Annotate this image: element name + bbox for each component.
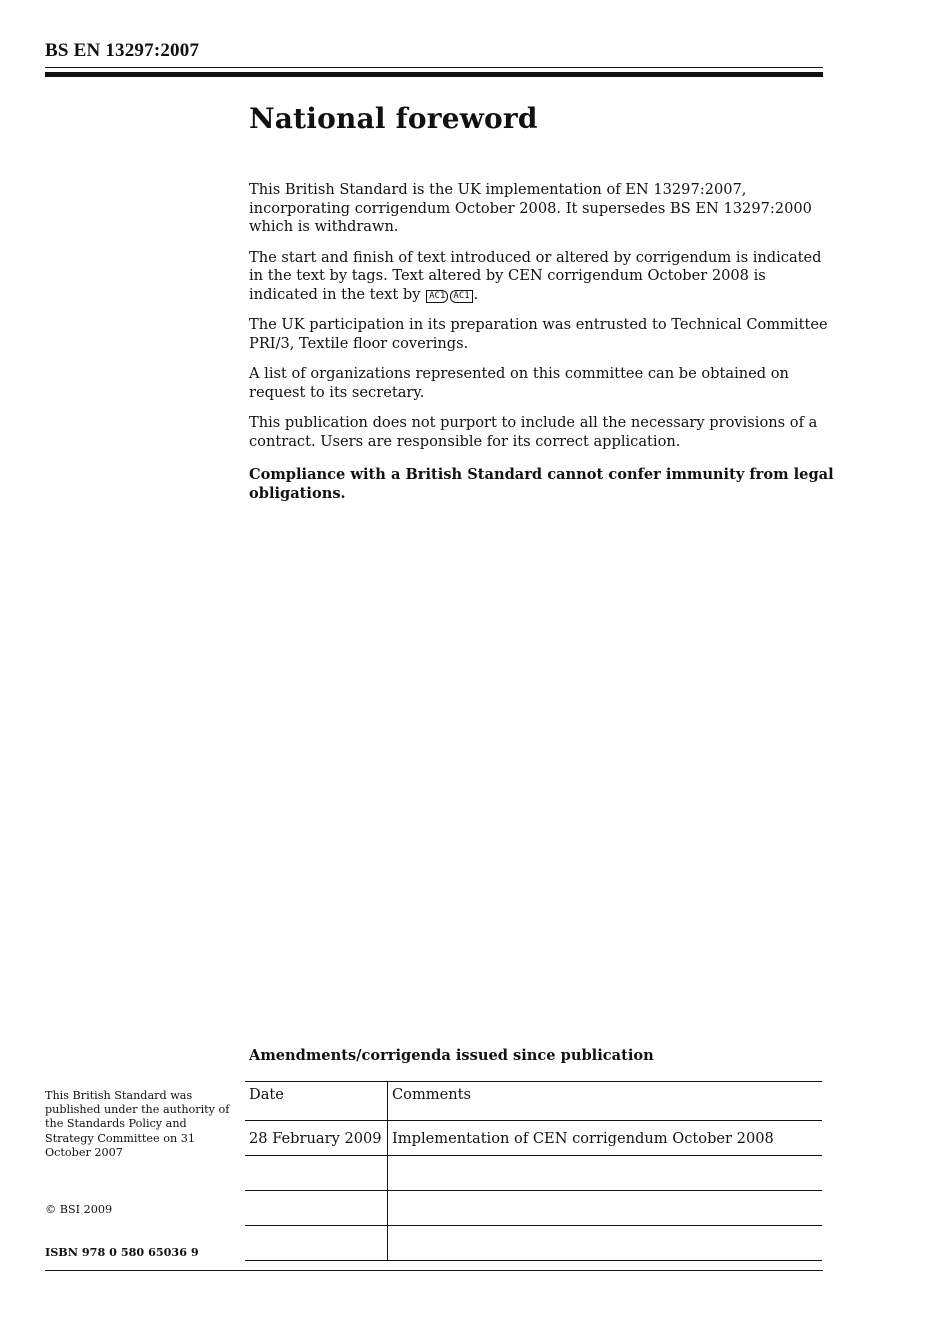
paragraph-corrigendum-tags	[249, 249, 835, 305]
paragraph-provisions: This publication does not purport to include all the necessary provisions of a contract. Users are responsible for its correct application.	[249, 414, 818, 450]
amendments-heading: Amendments/corrigenda issued since publication	[249, 1047, 654, 1064]
foreword-body	[249, 181, 835, 515]
table-cell-date	[245, 1226, 388, 1261]
page-title: National foreword	[249, 102, 538, 135]
table-row	[245, 1121, 822, 1156]
document-id: BS EN 13297:2007	[45, 40, 200, 61]
paragraph-compliance: Compliance with a British Standard cannot confer immunity from legal obligations.	[249, 466, 834, 502]
table-row	[245, 1191, 822, 1226]
table-cell-comments: Implementation of CEN corrigendum October 2008	[388, 1121, 823, 1156]
header-rule-thin	[45, 67, 823, 68]
column-header-date: Date	[245, 1082, 388, 1121]
column-header-comments: Comments	[388, 1082, 823, 1121]
table-cell-date	[245, 1156, 388, 1191]
table-row	[245, 1156, 822, 1191]
table-cell-comments	[388, 1226, 823, 1261]
ac1-close-tag-icon: AC1	[450, 290, 472, 303]
ac1-open-tag-icon: AC1	[426, 290, 448, 303]
table-cell-comments	[388, 1191, 823, 1226]
table-row	[245, 1226, 822, 1261]
publication-authority-note: This British Standard was published under the authority of the Standards Policy and Strategy Committee on 31 October 2007	[45, 1089, 230, 1159]
table-cell-comments	[388, 1156, 823, 1191]
paragraph-supersedes: This British Standard is the UK implementation of EN 13297:2007, incorporating corrigendum October 2008. It supersedes BS EN 13297:2000 which is withdrawn.	[249, 181, 812, 235]
copyright-notice: © BSI 2009	[45, 1203, 113, 1216]
amendments-table	[245, 1081, 822, 1261]
paragraph-organizations: A list of organizations represented on this committee can be obtained on request to its secretary.	[249, 365, 789, 401]
table-header-row	[245, 1082, 822, 1121]
corrigendum-text: The start and finish of text introduced or altered by corrigendum is indicated in the text by tags. Text altered by CEN corrigendum October 2008 is indicated in the text by	[249, 248, 822, 303]
paragraph-committee: The UK participation in its preparation was entrusted to Technical Committee PRI/3, Textile floor coverings.	[249, 316, 828, 352]
header-rule-thick	[45, 72, 823, 77]
footer-rule	[45, 1270, 823, 1271]
isbn: ISBN 978 0 580 65036 9	[45, 1245, 199, 1259]
table-cell-date	[245, 1191, 388, 1226]
table-cell-date: 28 February 2009	[245, 1121, 388, 1156]
corrigendum-period: .	[473, 285, 479, 303]
